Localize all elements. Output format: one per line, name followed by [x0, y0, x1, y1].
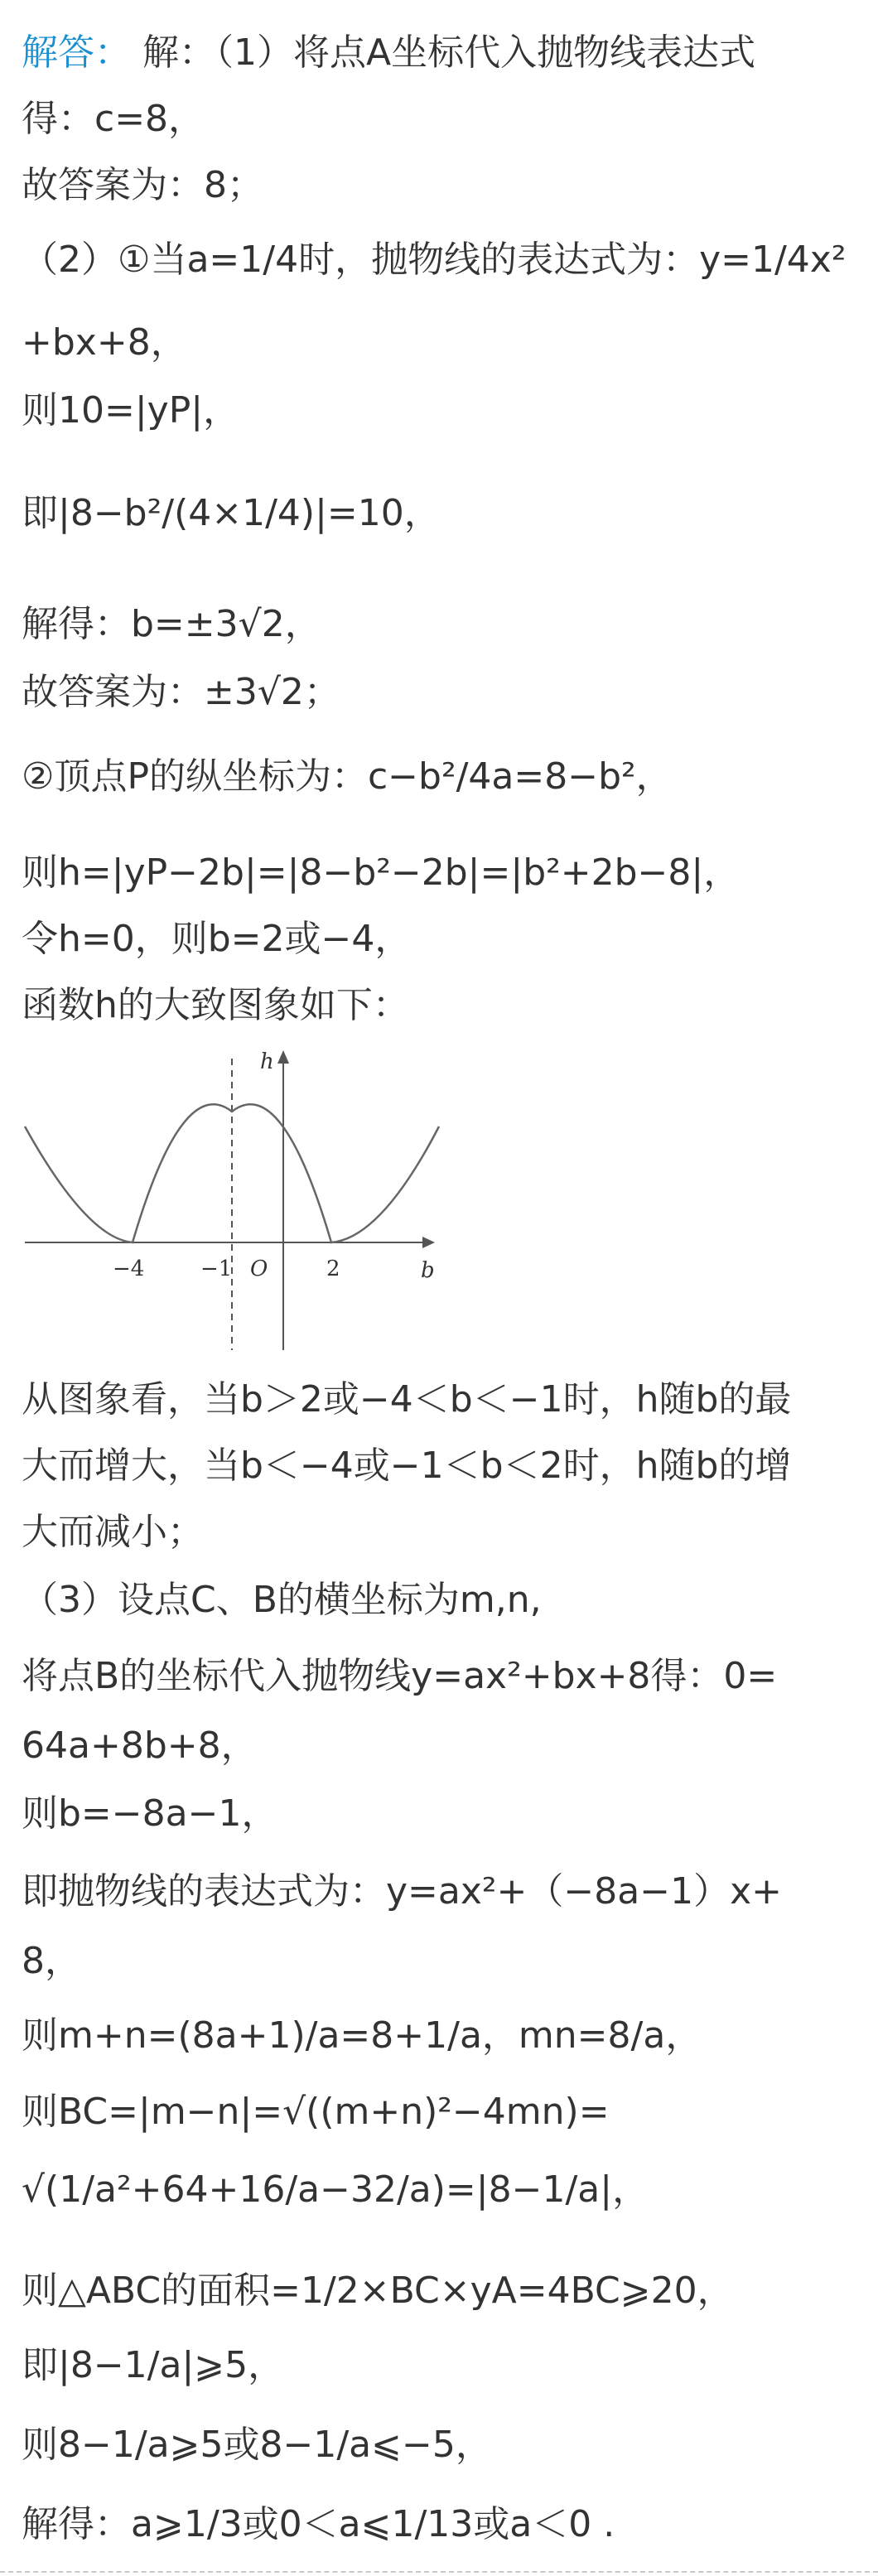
solution-line-22 [22, 1937, 863, 1986]
line-text: 得：c=8， [22, 98, 205, 140]
line-text: 函数h的大致图象如下： [22, 984, 409, 1026]
solution-line-8 [22, 600, 863, 649]
y-axis-arrow-icon [277, 1050, 289, 1064]
line-text: +bx+8， [22, 321, 187, 364]
solution-line-7 [22, 489, 863, 538]
line-text: 大而增大，当b＜−4或−1＜b＜2时，h随b的增 [22, 1445, 792, 1487]
function-h-graph [17, 1044, 447, 1358]
solution-line-10 [22, 752, 863, 802]
line-text: 64a+8b+8， [22, 1725, 258, 1767]
solution-line-28 [22, 2420, 863, 2470]
solution-line-14 [22, 1375, 863, 1425]
solution-line-19 [22, 1721, 863, 1771]
tick-label: 2 [326, 1257, 340, 1281]
solution-line-24 [22, 2087, 863, 2137]
solution-line-25 [22, 2165, 863, 2215]
y-axis-label: h [260, 1049, 274, 1074]
x-axis-label: b [421, 1258, 435, 1283]
tick-label: −4 [113, 1257, 145, 1281]
solution-line-3 [22, 161, 863, 210]
line-text: 即|8−b²/(4×1/4)|=10， [22, 492, 441, 534]
solution-line-21 [22, 1867, 863, 1917]
line-text: 则8−1/a⩾5或8−1/a⩽−5， [22, 2424, 492, 2466]
line-text: 解得：b=±3√2， [22, 603, 321, 645]
solution-line-18 [22, 1652, 863, 1701]
line-text: 故答案为：8； [22, 164, 263, 206]
solution-line-4 [22, 235, 863, 285]
bottom-dashed-separator [0, 2571, 878, 2573]
solution-line-13 [22, 981, 863, 1030]
line-text: 从图象看，当b＞2或−4＜b＜−1时，h随b的最 [22, 1378, 792, 1421]
solution-line-20 [22, 1789, 863, 1839]
tick-label: O [250, 1257, 268, 1281]
line-text: 令h=0，则b=2或−4， [22, 918, 412, 960]
line-text: 解得：a⩾1/3或0＜a⩽1/13或a＜0 . [22, 2503, 615, 2545]
line-text: 即抛物线的表达式为：y=ax²+（−8a−1）x+ [22, 1870, 783, 1913]
solution-line-27 [22, 2341, 863, 2390]
solution-line-2 [22, 94, 863, 144]
graph-svg [17, 1044, 447, 1358]
solution-line-26 [22, 2266, 863, 2316]
x-axis-arrow-icon [422, 1237, 435, 1248]
line-text: 则m+n=(8a+1)/a=8+1/a，mn=8/a， [22, 2014, 702, 2057]
line-text: 则10=|yP|， [22, 389, 240, 432]
line-text: 8， [22, 1940, 81, 1982]
solution-line-6 [22, 386, 863, 436]
line-text: 则h=|yP−2b|=|8−b²−2b|=|b²+2b−8|， [22, 851, 741, 894]
solution-line-1 [22, 28, 863, 78]
solution-line-12 [22, 914, 863, 964]
line-text: ②顶点P的纵坐标为：c−b²/4a=8−b²， [22, 755, 673, 798]
line-text: 则△ABC的面积=1/2×BC×yA=4BC⩾20， [22, 2270, 734, 2312]
solution-line-5 [22, 318, 863, 368]
line-text: 故答案为：±3√2； [22, 671, 340, 713]
line-text: 则b=−8a−1， [22, 1792, 278, 1835]
line-text: 则BC=|m−n|=√((m+n)²−4mn)= [22, 2091, 610, 2133]
solution-line-17 [22, 1575, 863, 1625]
tick-label: −1 [200, 1257, 233, 1281]
solution-line-15 [22, 1441, 863, 1491]
solution-line-16 [22, 1507, 863, 1557]
line-text: 解：（1）将点A坐标代入抛物线表达式 [142, 31, 756, 74]
line-text: 将点B的坐标代入抛物线y=ax²+bx+8得：0= [22, 1655, 778, 1697]
solution-line-9 [22, 668, 863, 717]
answer-header-label: 解答： [22, 31, 131, 74]
line-text: 即|8−1/a|⩾5， [22, 2344, 285, 2386]
line-text: √(1/a²+64+16/a−32/a)=|8−1/a|， [22, 2168, 649, 2211]
line-text: 大而减小； [22, 1511, 204, 1553]
line-text: （2）①当a=1/4时，抛物线的表达式为：y=1/4x² [22, 239, 847, 281]
solution-line-29 [22, 2500, 863, 2549]
solution-line-23 [22, 2011, 863, 2061]
solution-line-11 [22, 848, 863, 898]
line-text: （3）设点C、B的横坐标为m,n, [22, 1579, 542, 1621]
